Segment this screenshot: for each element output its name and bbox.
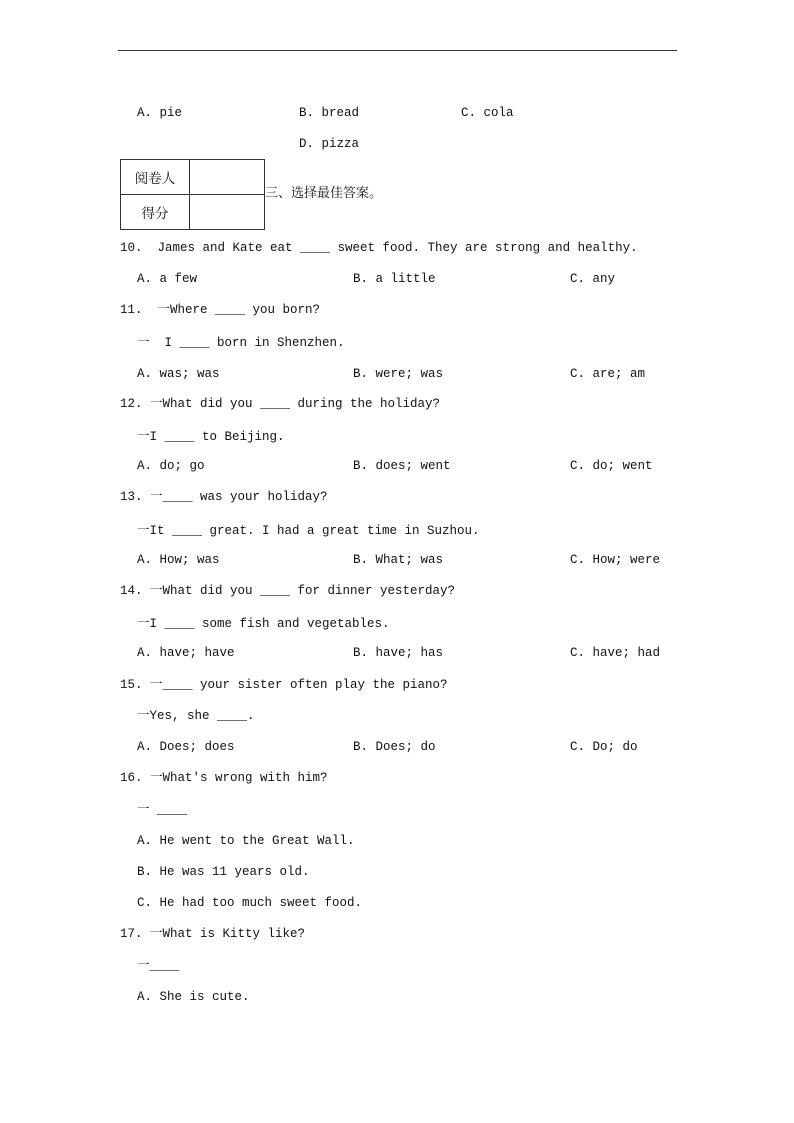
question-17-reply: 一____ xyxy=(137,959,180,973)
prev-option-c: C. cola xyxy=(461,106,514,120)
question-13-option-a: A. How; was xyxy=(137,553,220,567)
question-14-option-a: A. have; have xyxy=(137,646,235,660)
question-15-stem: 15. 一____ your sister often play the piano? xyxy=(120,678,448,692)
question-12-reply: 一I ____ to Beijing. xyxy=(137,430,285,444)
score-label: 得分 xyxy=(121,195,190,230)
question-11-option-c: C. are; am xyxy=(570,367,646,381)
question-11-stem: 11. 一Where ____ you born? xyxy=(120,303,321,317)
score-blank-cell xyxy=(190,195,265,230)
question-11-reply: 一 I ____ born in Shenzhen. xyxy=(137,336,345,350)
question-16-option-a: A. He went to the Great Wall. xyxy=(137,834,355,848)
question-15-reply: 一Yes, she ____. xyxy=(137,709,255,723)
question-16-reply: 一 ____ xyxy=(137,803,188,817)
reviewer-label: 阅卷人 xyxy=(121,160,190,195)
question-13-option-c: C. How; were xyxy=(570,553,661,567)
question-17-stem: 17. 一What is Kitty like? xyxy=(120,927,306,941)
question-13-option-b: B. What; was xyxy=(353,553,444,567)
question-12-option-c: C. do; went xyxy=(570,459,653,473)
section-title: 三、选择最佳答案。 xyxy=(265,186,383,201)
grader-box xyxy=(120,159,265,230)
question-17-option-a: A. She is cute. xyxy=(137,990,250,1004)
question-16-option-b: B. He was 11 years old. xyxy=(137,865,310,879)
question-16-stem: 16. 一What's wrong with him? xyxy=(120,771,328,785)
question-16-option-c: C. He had too much sweet food. xyxy=(137,896,363,910)
question-14-option-b: B. have; has xyxy=(353,646,444,660)
reviewer-blank-cell xyxy=(190,160,265,195)
question-13-reply: 一It ____ great. I had a great time in Suzhou. xyxy=(137,524,480,538)
question-10-stem: 10. James and Kate eat ____ sweet food. They are strong and healthy. xyxy=(120,241,638,255)
question-13-stem: 13. 一____ was your holiday? xyxy=(120,490,328,504)
question-14-option-c: C. have; had xyxy=(570,646,661,660)
question-14-reply: 一I ____ some fish and vegetables. xyxy=(137,617,390,631)
prev-option-d: D. pizza xyxy=(299,137,360,151)
question-11-option-b: B. were; was xyxy=(353,367,444,381)
question-11-option-a: A. was; was xyxy=(137,367,220,381)
prev-option-a: A. pie xyxy=(137,106,183,120)
question-10-option-b: B. a little xyxy=(353,272,436,286)
question-12-stem: 12. 一What did you ____ during the holiday? xyxy=(120,397,441,411)
question-14-stem: 14. 一What did you ____ for dinner yesterday? xyxy=(120,584,456,598)
question-15-option-a: A. Does; does xyxy=(137,740,235,754)
question-10-option-a: A. a few xyxy=(137,272,198,286)
question-15-option-c: C. Do; do xyxy=(570,740,638,754)
question-12-option-b: B. does; went xyxy=(353,459,451,473)
prev-option-b: B. bread xyxy=(299,106,360,120)
question-10-option-c: C. any xyxy=(570,272,616,286)
question-12-option-a: A. do; go xyxy=(137,459,205,473)
header-rule xyxy=(118,50,677,51)
question-15-option-b: B. Does; do xyxy=(353,740,436,754)
